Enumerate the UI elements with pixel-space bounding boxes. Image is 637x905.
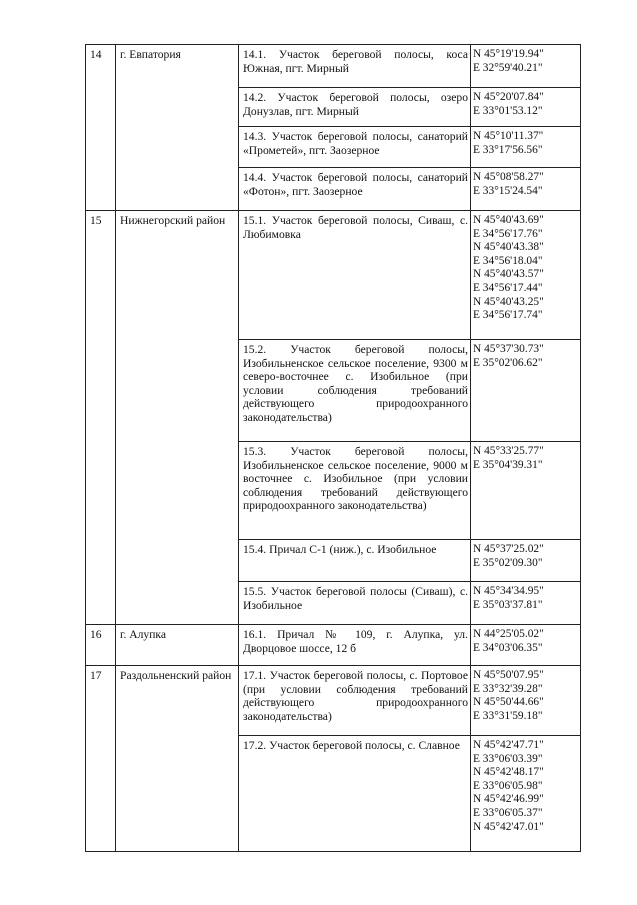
table-row: [86, 625, 581, 666]
coordinate-value: N 45°08'58.27": [473, 171, 544, 183]
row-number: 15: [86, 211, 116, 625]
coordinate-value: N 45°42'48.17": [473, 766, 544, 779]
table-row: [86, 211, 581, 340]
table-row: [86, 666, 581, 736]
site-description: 16.1. Причал № 109, г. Алупка, ул. Дворцовое шоссе, 12 б: [239, 625, 471, 666]
coordinate-value: E 34°56'18.04": [473, 254, 543, 267]
row-number: 16: [86, 625, 116, 666]
coordinate-value: N 45°37'25.02": [473, 543, 544, 555]
site-coordinates: [471, 625, 581, 666]
site-coordinates: [471, 340, 581, 442]
site-description: 15.5. Участок береговой полосы (Сиваш), с. Изобильное: [239, 582, 471, 625]
coordinate-value: E 33°06'05.37": [473, 806, 543, 819]
coordinate-value: N 45°10'11.37": [473, 130, 544, 142]
coordinate-value: N 45°50'44.66": [473, 696, 544, 709]
coordinate-value: N 45°40'43.38": [473, 241, 544, 254]
coordinate-value: N 44°25'05.02": [473, 628, 544, 640]
coordinate-value: E 33°32'39.28": [473, 682, 543, 695]
row-number: 17: [86, 666, 116, 852]
coordinate-value: E 34°56'17.74": [473, 309, 543, 322]
coordinate-value: E 33°01'53.12": [473, 104, 543, 117]
site-coordinates: [471, 45, 581, 88]
coordinate-value: N 45°40'43.69": [473, 214, 544, 226]
coordinate-value: N 45°20'07.84": [473, 91, 544, 103]
site-coordinates: [471, 168, 581, 211]
site-description: 14.3. Участок береговой полосы, санаторий «Прометей», пгт. Заозерное: [239, 127, 471, 168]
coordinate-value: N 45°19'19.94": [473, 48, 544, 60]
site-coordinates: [471, 442, 581, 540]
coordinate-value: N 45°42'46.99": [473, 793, 544, 806]
coordinate-value: N 45°42'47.01": [473, 820, 544, 833]
row-number: 14: [86, 45, 116, 211]
site-description: 15.3. Участок береговой полосы, Изобильненское сельское поселение, 9000 м восточнее с. Изобильное (при условии соблюдения требований действующего природоохранного законодательства): [239, 442, 471, 540]
coordinate-value: N 45°42'47.71": [473, 739, 544, 751]
site-coordinates: [471, 88, 581, 127]
site-description: 17.1. Участок береговой полосы, с. Портовое (при условии соблюдения требований действующего природоохранного законодательства): [239, 666, 471, 736]
site-description: 14.4. Участок береговой полосы, санаторий «Фотон», пгт. Заозерное: [239, 168, 471, 211]
coordinate-value: E 33°31'59.18": [473, 709, 543, 722]
table-body: [86, 45, 581, 852]
municipality-name: Нижнегорский район: [116, 211, 239, 625]
coordinate-value: E 32°59'40.21": [473, 61, 543, 74]
site-coordinates: [471, 211, 581, 340]
site-coordinates: [471, 127, 581, 168]
coordinate-value: E 35°02'09.30": [473, 556, 543, 569]
coordinate-value: N 45°37'30.73": [473, 343, 544, 355]
coordinate-value: N 45°40'43.25": [473, 295, 544, 308]
coordinate-value: N 45°34'34.95": [473, 585, 544, 597]
coordinate-value: E 34°56'17.44": [473, 281, 543, 294]
coordinate-value: E 33°17'56.56": [473, 143, 543, 156]
municipality-name: Раздольненский район: [116, 666, 239, 852]
coordinate-value: E 33°06'05.98": [473, 779, 543, 792]
site-description: 15.4. Причал С-1 (ниж.), с. Изобильное: [239, 540, 471, 582]
coordinate-value: E 35°04'39.31": [473, 458, 543, 471]
coordinate-value: E 35°02'06.62": [473, 356, 543, 369]
table-row: [86, 45, 581, 88]
site-coordinates: [471, 582, 581, 625]
coastal-sites-table: [85, 44, 581, 852]
site-description: 14.1. Участок береговой полосы, коса Южная, пгт. Мирный: [239, 45, 471, 88]
coordinate-value: N 45°33'25.77": [473, 445, 544, 457]
coordinate-value: N 45°40'43.57": [473, 268, 544, 281]
coordinate-value: E 34°56'17.76": [473, 227, 543, 240]
coordinate-value: N 45°50'07.95": [473, 669, 544, 681]
coordinate-value: E 35°03'37.81": [473, 598, 543, 611]
coordinate-value: E 34°03'06.35": [473, 641, 543, 654]
coordinate-value: E 33°06'03.39": [473, 752, 543, 765]
site-description: 17.2. Участок береговой полосы, с. Славное: [239, 736, 471, 852]
site-description: 15.2. Участок береговой полосы, Изобильненское сельское поселение, 9300 м северо-восточнее с. Изобильное (при условии соблюдения требований действующего природоохранного законодательства): [239, 340, 471, 442]
municipality-name: г. Алупка: [116, 625, 239, 666]
coordinate-value: E 33°15'24.54": [473, 184, 543, 197]
site-coordinates: [471, 736, 581, 852]
site-description: 15.1. Участок береговой полосы, Сиваш, с. Любимовка: [239, 211, 471, 340]
municipality-name: г. Евпатория: [116, 45, 239, 211]
site-coordinates: [471, 540, 581, 582]
site-description: 14.2. Участок береговой полосы, озеро Донузлав, пгт. Мирный: [239, 88, 471, 127]
site-coordinates: [471, 666, 581, 736]
